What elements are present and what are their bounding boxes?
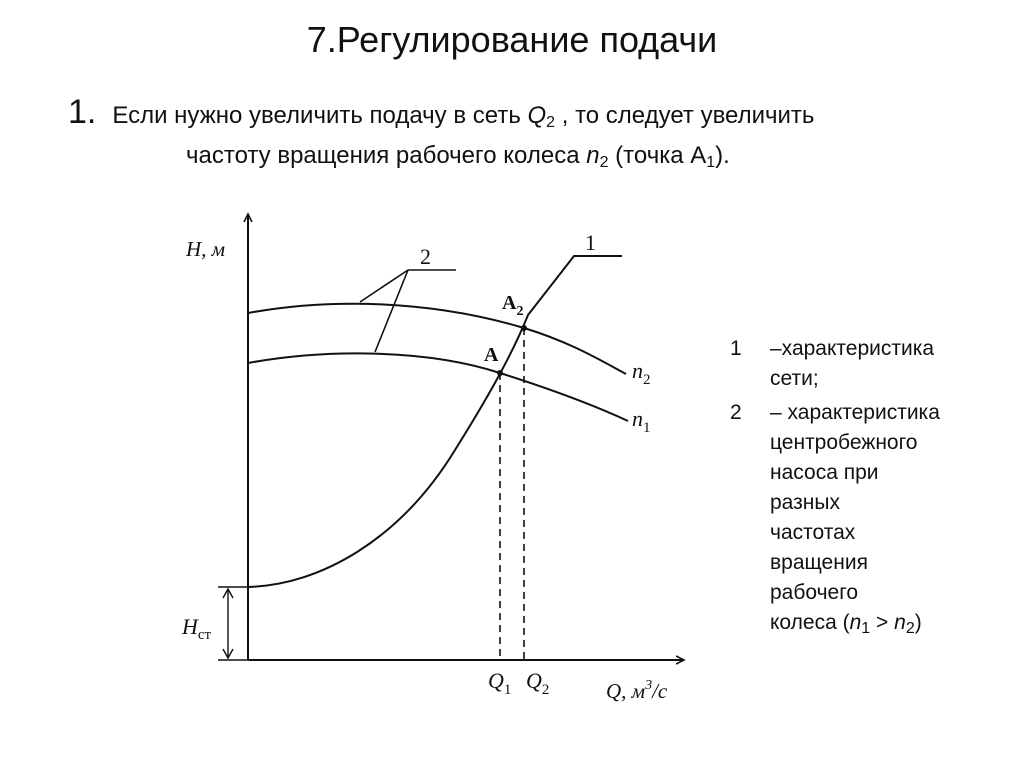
intro-line2-a: частоту вращения рабочего колеса [186,142,587,169]
legend-item-1-number: 1 [730,337,742,360]
tick-q1-label: $Q_1$ [488,668,512,698]
y-axis-label: H, м [186,237,226,261]
legend-item-2-line-6: вращения [770,551,868,574]
legend [730,334,990,642]
legend-item-1-line-2: сети; [770,367,819,390]
legend-item-2-line-7: рабочего [770,581,859,604]
intro-q-sub: 2 [546,114,556,131]
legend-item-2-line-4: разных [770,491,840,514]
curve-n2-label: $n_2$ [632,358,651,388]
curve-n1-label: $n_1$ [632,406,651,436]
intro-point-sub: 1 [706,154,716,171]
x-axis-label: Q, $м^3/с$ [606,678,668,703]
legend-n1-symbol: n [849,611,862,634]
intro-line2-c: ). [715,142,730,169]
point-a2-label: $A_2$ [502,292,524,319]
legend-item-2-last-b: ) [914,611,922,634]
intro-q-symbol: Q [527,102,547,129]
legend-item-2-last-mid: > [870,611,895,634]
h-static-label: $H_{ст}$ [182,614,212,643]
curve-1-label: 1 [585,230,596,255]
legend-item-2-line-5: частотах [770,521,856,544]
pump-curve-n2 [248,304,626,374]
legend-item-2-line-3: насоса при [770,461,879,484]
legend-item-1 [730,334,990,394]
point-a2-marker [521,325,527,331]
intro-line1-b: , то следует увеличить [555,102,815,129]
legend-item-2-last-a: колеса ( [770,611,850,634]
legend-n2-sub: 2 [905,620,915,637]
legend-n1-sub: 1 [861,620,871,637]
intro-n-symbol: n [586,142,600,169]
intro-n-sub: 2 [599,154,609,171]
point-a-label: A [484,344,499,366]
legend-item-2-line-8 [730,608,990,638]
legend-item-2-line-1: – характеристика [770,401,940,424]
tick-q2-label: $Q_2$ [526,668,550,698]
slide-title: 7.Регулирование подачи [306,19,718,60]
leader-2-b [375,270,408,352]
intro-line2-b: (точка А [608,142,707,169]
point-a-marker [497,370,503,376]
legend-item-2 [730,398,990,638]
curve-2-label: 2 [420,244,431,269]
legend-item-1-line-1: –характеристика [770,337,935,360]
intro-line1-a: Если нужно увеличить подачу в сеть [112,102,528,129]
pump-curve-n1 [248,353,628,421]
intro-number: 1. [68,93,97,131]
legend-item-2-number: 2 [730,401,742,424]
legend-n2-symbol: n [894,611,906,634]
legend-item-2-line-2: центробежного [770,431,918,454]
